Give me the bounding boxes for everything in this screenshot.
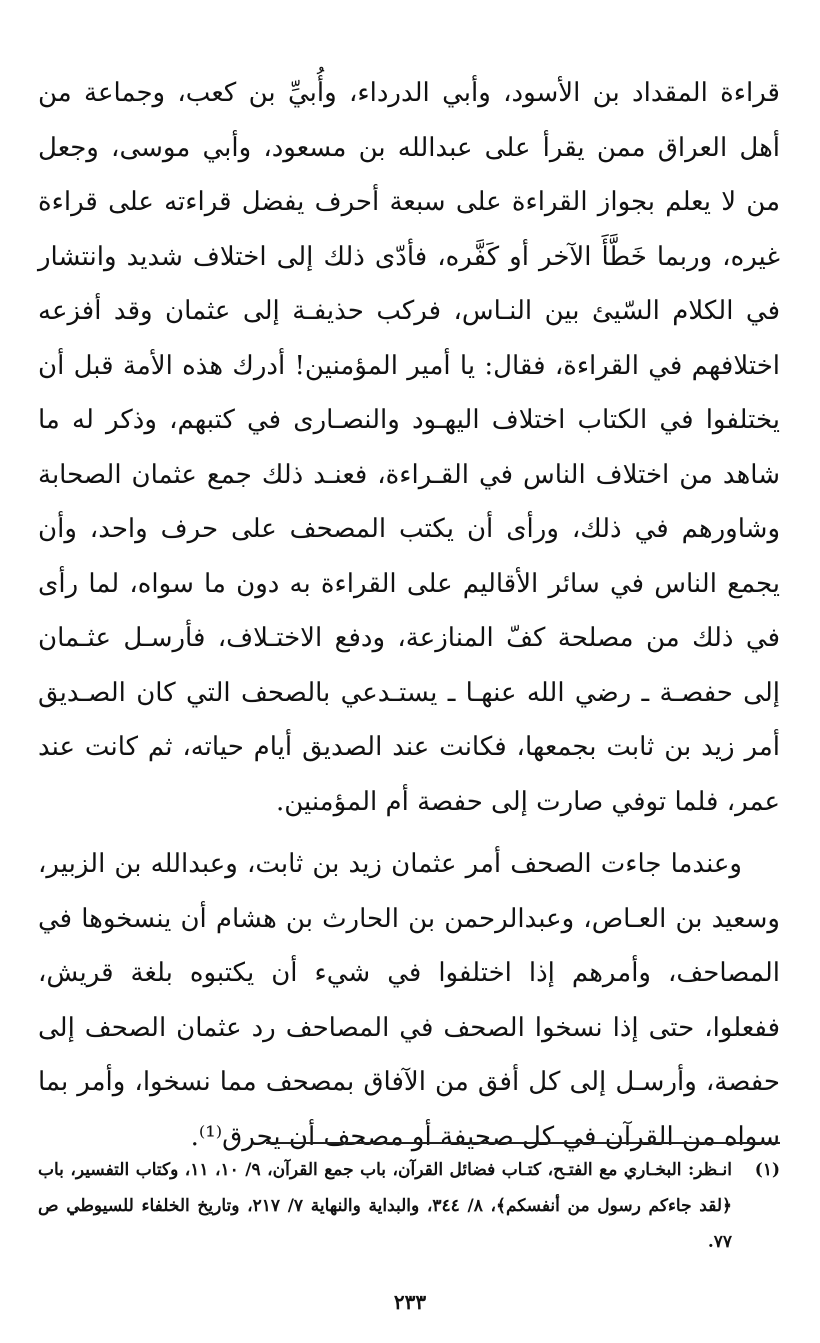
page-number: ٢٣٣ [393,1290,427,1314]
footnote-marker: (١) [754,1160,780,1180]
footnote-1 [38,1152,780,1260]
main-text [38,66,780,1164]
footnotes [38,1152,780,1260]
body-paragraph-2: وعندما جاءت الصحف أمر عثمان زيد بن ثابت، وعبدالله بن الزبير، وسعيد بن العـاص، وعبدالرحمن بن الحارث بن هشام أن ينسخوها في المصاحف، وأمرهم إذا اختلفوا في شيء أن يكتبوه بلغة قريش، ففعلوا، حتى إذا نسخوا الصحف في المصاحف رد عثمان الصحف إلى حفصة، وأرسـل إلى كل أفق من الآفاق بمصحف مما نسخوا، وأمر بما سواه من القرآن في كل صحيفة أو مصحف أن يحرق⁽¹⁾. [38,849,780,1152]
footnote-divider [266,1142,780,1144]
body-paragraph-1: قراءة المقداد بن الأسود، وأبي الدرداء، وأُبيِّ بن كعب، وجماعة من أهل العراق ممن يقرأ على عبدالله بن مسعود، وأبي موسى، وجعل من لا يعلم بجواز القراءة على سبعة أحرف يفضل قراءته على قراءة غيره، وربما خَطَّأَ الآخر أو كَفَّره، فأدّى ذلك إلى اختلاف شديد وانتشار في الكلام السّيئ بين النـاس، فركب حذيفـة إلى عثمان وقد أفزعه اختلافهم في القراءة، فقال: يا أمير المؤمنين! أدرك هذه الأمة قبل أن يختلفوا في الكتاب اختلاف اليهـود والنصـارى في كتبهم، وذكر له ما شاهد من اختلاف الناس في القـراءة، فعنـد ذلك جمع عثمان الصحابة وشاورهم في ذلك، ورأى أن يكتب المصحف على حرف واحد، وأن يجمع الناس في سائر الأقاليم على القراءة به دون ما سواه، لما رأى في ذلك من مصلحة كفّ المنازعة، ودفع الاختـلاف، فأرسـل عثـمان إلى حفصـة ـ رضي الله عنهـا ـ يستـدعي بالصحف التي كان الصـديق أمر زيد بن ثابت بجمعها، فكانت عند الصديق أيام حياته، ثم كانت عند عمر، فلما توفي صارت إلى حفصة أم المؤمنين. [38,78,780,817]
footnote-text: انـظر: البخـاري مع الفتـح، كتـاب فضائل القرآن، باب جمع القرآن، ٩/ ١٠، ١١، وكتاب التفسير، باب ﴿لقد جاءكم رسول من أنفسكم﴾، ٨/ ٣٤٤، والبداية والنهاية ٧/ ٢١٧، وتاريخ الخلفاء للسيوطي ص ٧٧. [38,1160,732,1252]
